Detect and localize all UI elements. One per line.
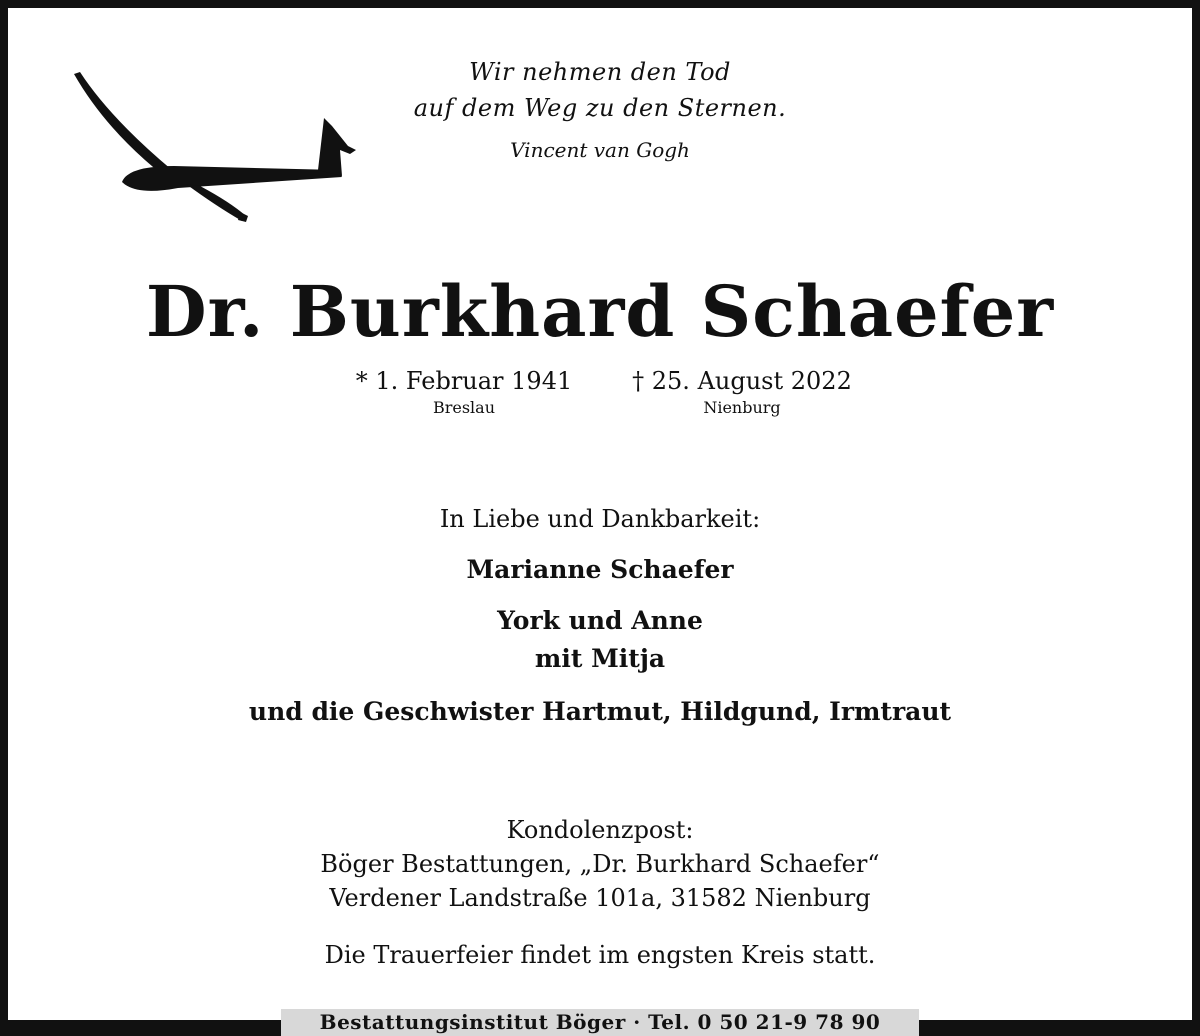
mourner-spouse: Marianne Schaefer — [466, 555, 734, 584]
deceased-name: Dr. Burkhard Schaefer — [145, 270, 1055, 353]
condolence-recipient: Böger Bestattungen, „Dr. Burkhard Schaefer“ — [320, 850, 880, 878]
funeral-note: Die Trauerfeier findet im engsten Kreis statt. — [324, 941, 876, 969]
mourner-siblings: und die Geschwister Hartmut, Hildgund, Irmtraut — [248, 697, 952, 726]
condolence-address: Verdener Landstraße 101a, 31582 Nienburg — [329, 884, 871, 912]
death-date: † 25. August 2022 — [632, 367, 852, 395]
mourners-intro: In Liebe und Dankbarkeit: — [439, 505, 761, 533]
life-dates — [0, 366, 1200, 436]
funeral-home-footer: Bestattungsinstitut Böger · Tel. 0 50 21-9 78 90 — [281, 1009, 919, 1036]
death-place: Nienburg — [703, 398, 781, 417]
death-block — [582, 366, 902, 420]
quote-author: Vincent van Gogh — [510, 138, 690, 162]
birth-date: * 1. Februar 1941 — [355, 367, 573, 395]
birth-block — [304, 366, 624, 420]
quote-line-1: Wir nehmen den Tod — [469, 58, 731, 86]
condolence-label: Kondolenzpost: — [506, 816, 694, 844]
mourner-children: York und Anne — [497, 606, 703, 635]
quote-line-2: auf dem Weg zu den Sternen. — [413, 94, 787, 122]
mourner-grandchild: mit Mitja — [534, 644, 666, 673]
birth-place: Breslau — [432, 398, 496, 417]
